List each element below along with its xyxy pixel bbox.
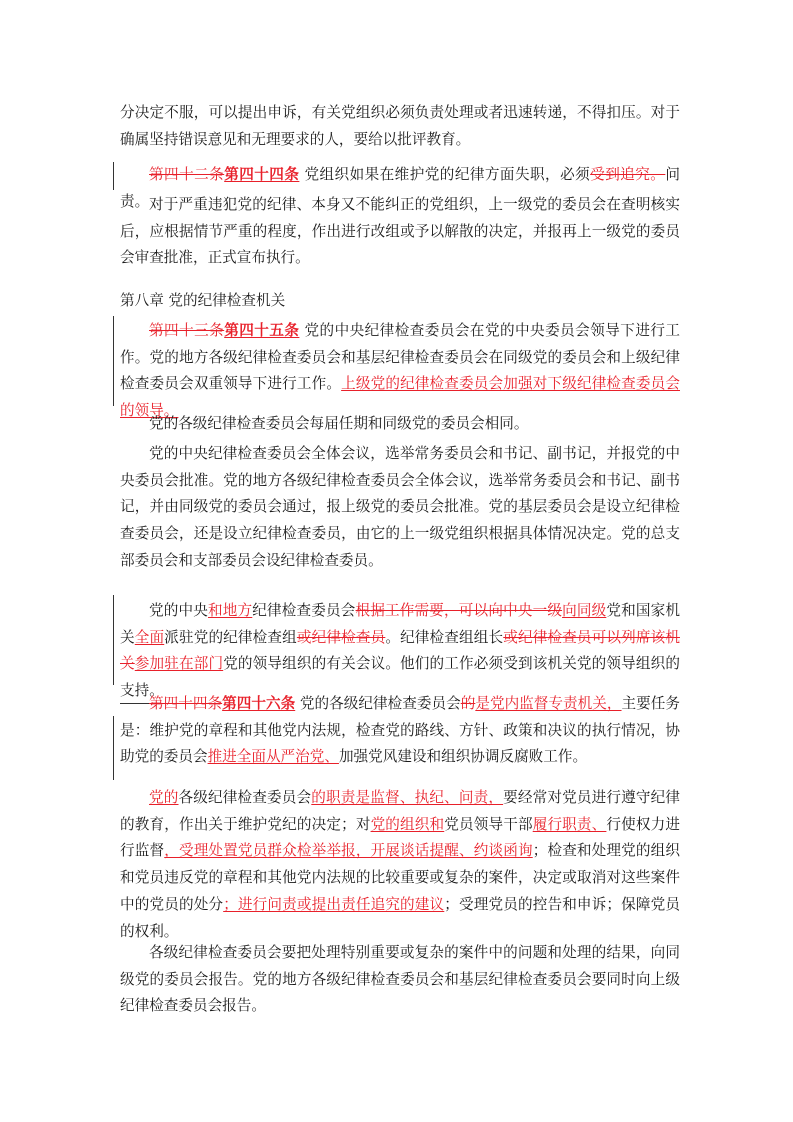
- deleted-text: 受到追究。: [590, 166, 666, 183]
- inserted-text: 第四十四条: [224, 166, 300, 183]
- paragraph-11: [120, 940, 680, 1020]
- body-text: 主要任务是：维护党的章程和其他党内法规，检查党的路线、方针、政策和决议的执行情况，协助党的委员会: [120, 695, 680, 766]
- body-text: 党员领导干部: [444, 815, 533, 833]
- deleted-text: 或纪律检查员可以列席该机关: [120, 628, 680, 673]
- inserted-text: 向同级: [562, 602, 607, 619]
- inserted-text: 上级党的纪律检查委员会加强对下级纪律检查委员会的领导。: [120, 375, 680, 420]
- inserted-text: 第四十六条: [222, 695, 296, 712]
- deleted-text: 第四十二条: [149, 166, 225, 183]
- body-text: 加强党风建设和组织协调反腐败工作。: [338, 748, 588, 766]
- body-text: ；受理党员的控告和申诉；保障党员的权利。: [120, 895, 680, 940]
- deleted-text: 根据工作需要，可以向中央一级: [355, 602, 563, 619]
- inserted-text: ，受理处置党员群众检举举报，开展谈话提醒、约谈函询: [164, 842, 533, 860]
- change-bar: [113, 162, 114, 190]
- inserted-text: 参加驻在部门: [134, 655, 224, 673]
- change-bar: [113, 316, 114, 406]
- paragraph-10: [120, 785, 680, 945]
- body-text: 党的各级纪律检查委员会: [295, 695, 461, 712]
- body-text: 纪律检查委员会: [252, 602, 356, 619]
- paragraph-8: [120, 598, 680, 705]
- paragraph-7: [120, 441, 680, 575]
- inserted-text: ；进行问责或提出责任追究的建议: [223, 895, 445, 913]
- change-bar: [113, 716, 114, 780]
- body-text: 党的各级纪律检查委员会每届任期和同级党的委员会相同。: [149, 415, 529, 432]
- chapter-heading: [120, 288, 680, 315]
- deleted-text: 的: [460, 695, 476, 712]
- body-text: 党的中央纪律检查委员会在党的中央委员会领导下进行工作。党的地方各级纪律检查委员会和基层纪律检查委员会在同级党的委员会和上级纪律检查委员会双重领导下进行工作。: [120, 322, 680, 393]
- body-text: ；检查和处理党的组织和党员违反党的章程和其他党内法规的比较重要或复杂的案件，决定或取消对这些案件中的党员的处分: [120, 842, 680, 913]
- body-text: 对于严重违犯党的纪律、本身又不能纠正的党组织，上一级党的委员会在查明核实后，应根据情节严重的程度，作出进行改组或予以解散的决定，并报再上一级党的委员会审查批准，正式宣布执行。: [120, 196, 680, 267]
- paragraph-article-45: [120, 318, 680, 425]
- body-text: 第八章 党的纪律检查机关: [120, 292, 286, 309]
- inserted-text: 履行职责、: [532, 815, 607, 833]
- body-text: 党和国家机关: [120, 602, 680, 646]
- paragraph-article-46: [120, 691, 680, 771]
- inserted-text: 是党内监督专责机关，: [475, 695, 622, 712]
- body-text: 各级纪律检查委员会要把处理特别重要或复杂的案件中的问题和处理的结果，向同级党的委员会报告。党的地方各级纪律检查委员会和基层纪律检查委员会要同时向上级纪律检查委员会报告。: [120, 944, 680, 1015]
- body-text: 党的中央纪律检查委员会全体会议，选举常务委员会和书记、副书记，并报党的中央委员会批准。党的地方各级纪律检查委员会全体会议，选举常务委员会和书记、副书记，并由同级党的委员会通过，报上级党的委员会批准。党的基层委员会是设立纪律检查委员会，还是设立纪律检查委员，由它的上一级党组织根据具体情况决定。党的总支部委员会和支部委员会设纪律检查委员。: [120, 445, 680, 569]
- inserted-text: 的职责是监督、执纪、问责，: [311, 789, 504, 806]
- body-text: 党组织如果在维护党的纪律方面失职，必须: [299, 166, 591, 183]
- deleted-text: 第四十四条: [149, 695, 223, 712]
- inserted-text: 和地方: [208, 602, 253, 619]
- inserted-text: 第四十五条: [224, 322, 300, 339]
- body-text: 要经常对党员进行遵守纪律的教育，作出关于维护党纪的决定；对: [120, 789, 680, 833]
- body-text: 问责。: [120, 166, 680, 210]
- inserted-text: 党的: [149, 789, 179, 806]
- body-text: 行使权力进行监督: [120, 815, 680, 860]
- body-text: 。纪律检查组组长: [385, 628, 504, 646]
- inserted-text: 推进全面从严治党、: [207, 748, 339, 766]
- inserted-text: 党的组织和: [370, 815, 445, 833]
- paragraph-1: [120, 100, 680, 153]
- paragraph-3: [120, 192, 680, 272]
- body-text: 各级纪律检查委员会: [178, 789, 312, 806]
- deleted-text: 或纪律检查员: [296, 628, 386, 646]
- change-bar: [113, 595, 114, 685]
- paragraph-6: [120, 411, 680, 438]
- body-text: 党的领导组织的有关会议。他们的工作必须受到该机关党的领导组织的支持。: [120, 655, 680, 700]
- deleted-text: 第四十三条: [149, 322, 225, 339]
- body-text: 分决定不服，可以提出申诉，有关党组织必须负责处理或者迅速转递，不得扣压。对于确属坚持错误意见和无理要求的人，要给以批评教育。: [120, 104, 680, 148]
- body-text: 党的中央: [149, 602, 209, 619]
- body-text: 派驻党的纪律检查组: [164, 628, 297, 646]
- inserted-text: 全面: [134, 628, 165, 646]
